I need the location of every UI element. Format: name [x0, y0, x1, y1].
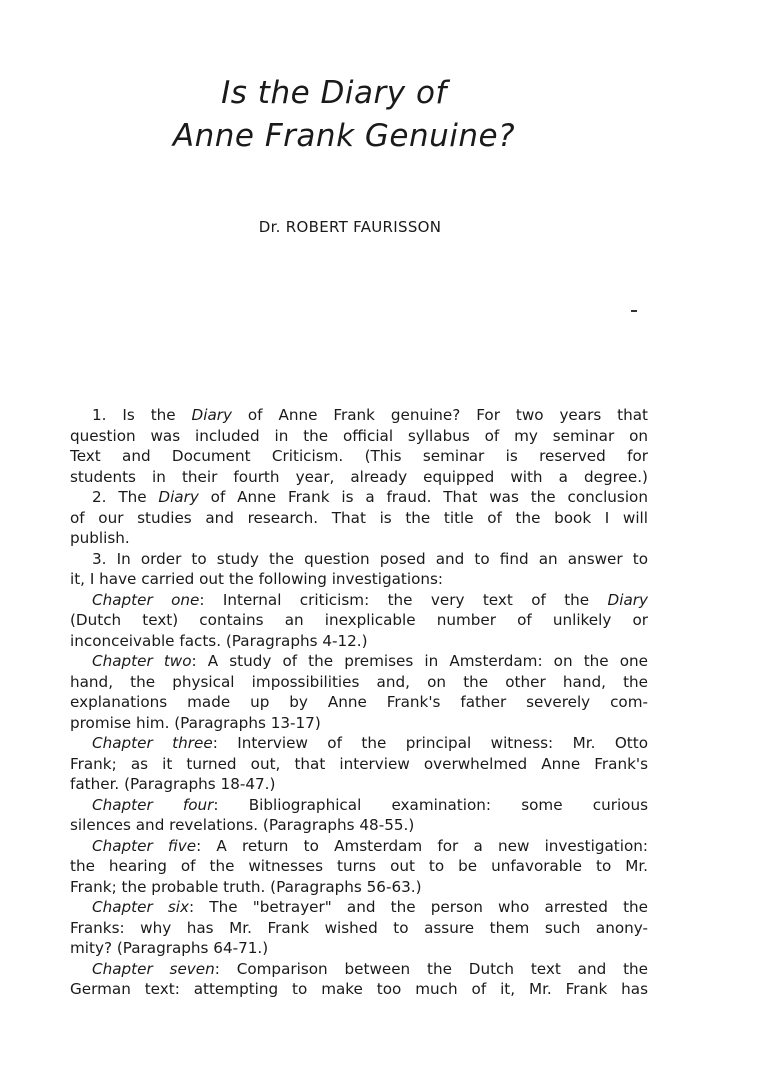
- chapter-six-line: Franks: why has Mr. Frank wished to assure them such anony-: [70, 918, 648, 937]
- chapter-two-line: promise him. (Paragraphs 13-17): [70, 713, 321, 732]
- chapter-one-line: Chapter one: Internal criticism: the very text of the Diary: [92, 590, 648, 609]
- chapter-seven-line: German text: attempting to make too much of it, Mr. Frank has: [70, 980, 648, 998]
- paragraph-1-line: students in their fourth year, already equipped with a degree.): [70, 467, 648, 486]
- paragraph-2-line: publish.: [70, 529, 130, 547]
- paragraph-1-line: Text and Document Criticism. (This seminar is reserved for: [70, 447, 648, 465]
- author: Dr. ROBERT FAURISSON: [258, 218, 442, 236]
- chapter-six-line: Chapter six: The "betrayer" and the person who arrested the: [92, 898, 648, 916]
- chapter-three-line: Frank; as it turned out, that interview overwhelmed Anne Frank's: [70, 754, 648, 773]
- paragraph-1-line: question was included in the official syllabus of my seminar on: [70, 426, 648, 445]
- chapter-five-line: Frank; the probable truth. (Paragraphs 56-63.): [70, 877, 422, 896]
- chapter-two-line: hand, the physical impossibilities and, on the other hand, the: [70, 672, 648, 691]
- chapter-one-line: (Dutch text) contains an inexplicable number of unlikely or: [70, 611, 648, 629]
- title-line-2: Anne Frank Genuine?: [172, 118, 516, 154]
- chapter-five-line: Chapter five: A return to Amsterdam for a new investigation:: [92, 836, 648, 855]
- body-text: [70, 405, 648, 1000]
- paragraph-2-line: of our studies and research. That is the title of the book I will: [70, 508, 648, 527]
- chapter-four-line: Chapter four: Bibliographical examination: some curious: [92, 795, 648, 814]
- paragraph-3-line: it, I have carried out the following investigations:: [70, 570, 444, 588]
- chapter-seven-line: Chapter seven: Comparison between the Dutch text and the: [92, 959, 648, 978]
- stray-mark: [631, 310, 637, 312]
- paragraph-1-line: 1. Is the Diary of Anne Frank genuine? For two years that: [92, 406, 648, 424]
- chapter-one-line: inconceivable facts. (Paragraphs 4-12.): [70, 631, 368, 650]
- chapter-four-line: silences and revelations. (Paragraphs 48-55.): [70, 816, 415, 834]
- title-line-1: Is the Diary of: [221, 75, 447, 111]
- chapter-six-line: mity? (Paragraphs 64-71.): [70, 939, 269, 957]
- paragraph-3-line: 3. In order to study the question posed and to find an answer to: [92, 549, 648, 568]
- chapter-two-line: Chapter two: A study of the premises in Amsterdam: on the one: [92, 652, 648, 670]
- paragraph-2-line: 2. The Diary of Anne Frank is a fraud. That was the conclusion: [92, 488, 648, 506]
- chapter-three-line: Chapter three: Interview of the principal witness: Mr. Otto: [92, 734, 648, 752]
- chapter-two-line: explanations made up by Anne Frank's father severely com-: [70, 693, 648, 711]
- chapter-five-line: the hearing of the witnesses turns out to be unfavorable to Mr.: [70, 857, 648, 875]
- chapter-three-line: father. (Paragraphs 18-47.): [70, 775, 276, 793]
